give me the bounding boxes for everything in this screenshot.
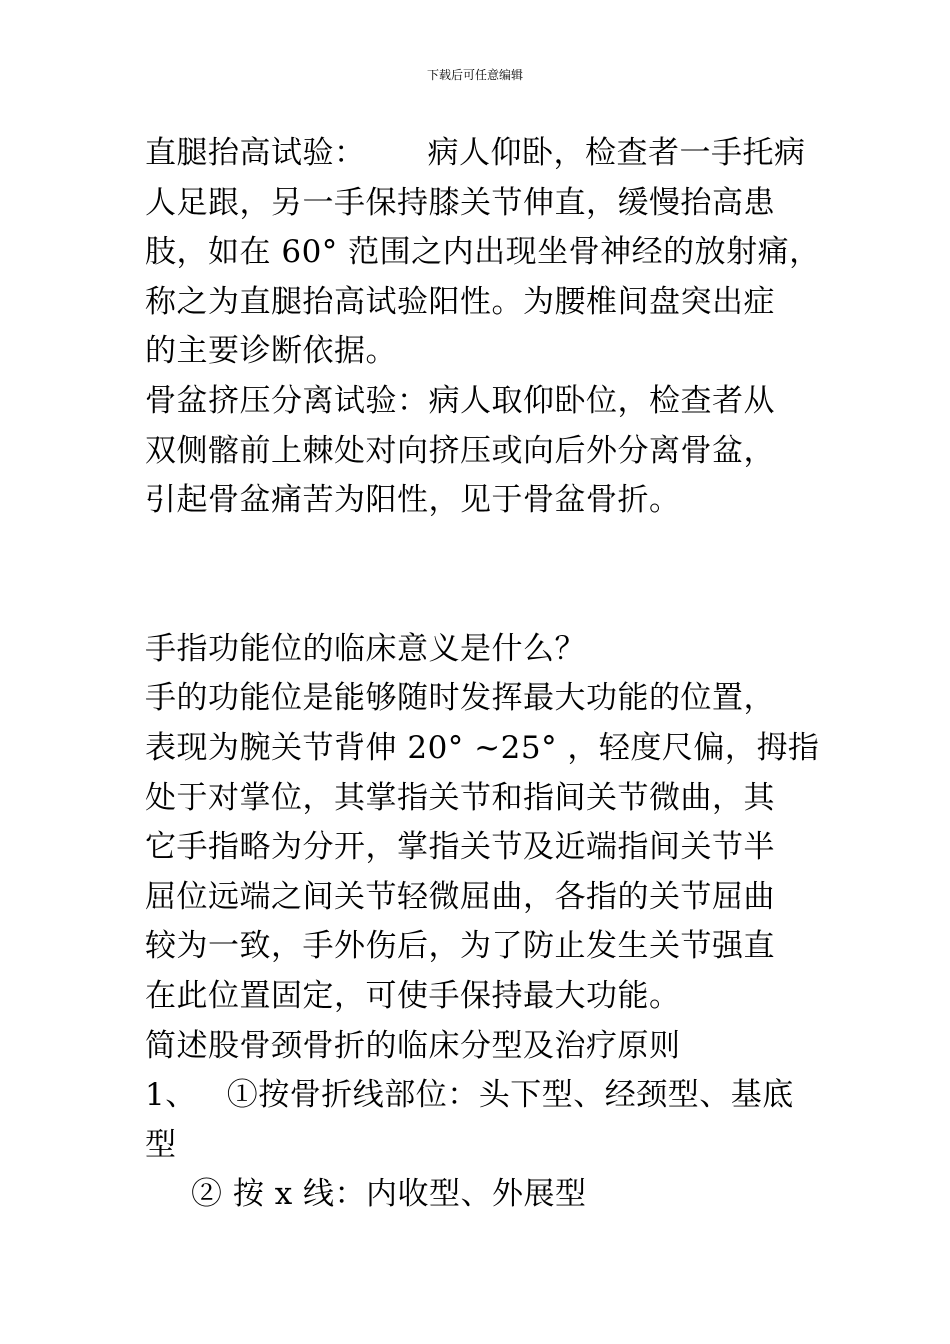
straight-leg-line-5: 的主要诊断依据。	[145, 333, 397, 370]
femoral-neck-item-1	[145, 1071, 845, 1121]
hand-function-line-3: 处于对掌位，其掌指关节和指间关节微曲，其	[145, 779, 775, 816]
straight-leg-line-1	[145, 129, 845, 179]
straight-leg-line-3: 肢，如在 60° 范围之内出现坐骨神经的放射痛，	[145, 234, 821, 271]
hand-function-section	[145, 625, 845, 1022]
page-header: 下载后可任意编辑	[426, 68, 523, 82]
section-gap	[145, 526, 845, 625]
hand-function-line-6: 较为一致，手外伤后，为了防止发生关节强直	[145, 928, 775, 965]
hand-function-line-7: 在此位置固定，可使手保持最大功能。	[145, 977, 681, 1014]
straight-leg-line-2: 人足跟，另一手保持膝关节伸直，缓慢抬高患	[145, 184, 775, 221]
hand-function-line-4: 它手指略为分开，掌指关节及近端指间关节半	[145, 829, 775, 866]
straight-leg-raise-section	[145, 129, 845, 377]
pelvis-line-2: 双侧髂前上棘处对向挤压或向后外分离骨盆，	[145, 432, 775, 469]
item-1-a: ①按骨折线部位：头下型、经颈型、基底	[226, 1077, 794, 1114]
straight-leg-line-4: 称之为直腿抬高试验阳性。为腰椎间盘突出症	[145, 283, 775, 320]
hand-function-line-2: 表现为腕关节背伸 20° ~25° ，轻度尺偏，拇指	[145, 729, 820, 766]
pelvis-line-3: 引起骨盆痛苦为阳性，见于骨盆骨折。	[145, 482, 681, 519]
document-body	[145, 129, 845, 1220]
straight-leg-term: 直腿抬高试验：	[145, 135, 366, 171]
femoral-neck-item-1-cont: 型	[145, 1126, 177, 1163]
straight-leg-line-1-rest: 病人仰卧，检查者一手托病	[427, 135, 806, 171]
hand-function-line-1: 手的功能位是能够随时发挥最大功能的位置，	[145, 680, 775, 717]
pelvis-compression-section	[145, 377, 845, 526]
femoral-neck-section	[145, 1022, 845, 1220]
hand-function-question: 手指功能位的临床意义是什么？	[145, 630, 586, 667]
femoral-neck-item-1-b: ② 按 x 线：内收型、外展型	[191, 1176, 587, 1213]
item-number: 1、	[145, 1077, 197, 1114]
hand-function-line-5: 屈位远端之间关节轻微屈曲，各指的关节屈曲	[145, 878, 775, 915]
pelvis-line-1: 骨盆挤压分离试验：病人取仰卧位，检查者从	[145, 382, 775, 419]
femoral-neck-title: 简述股骨颈骨折的临床分型及治疗原则	[145, 1027, 681, 1064]
